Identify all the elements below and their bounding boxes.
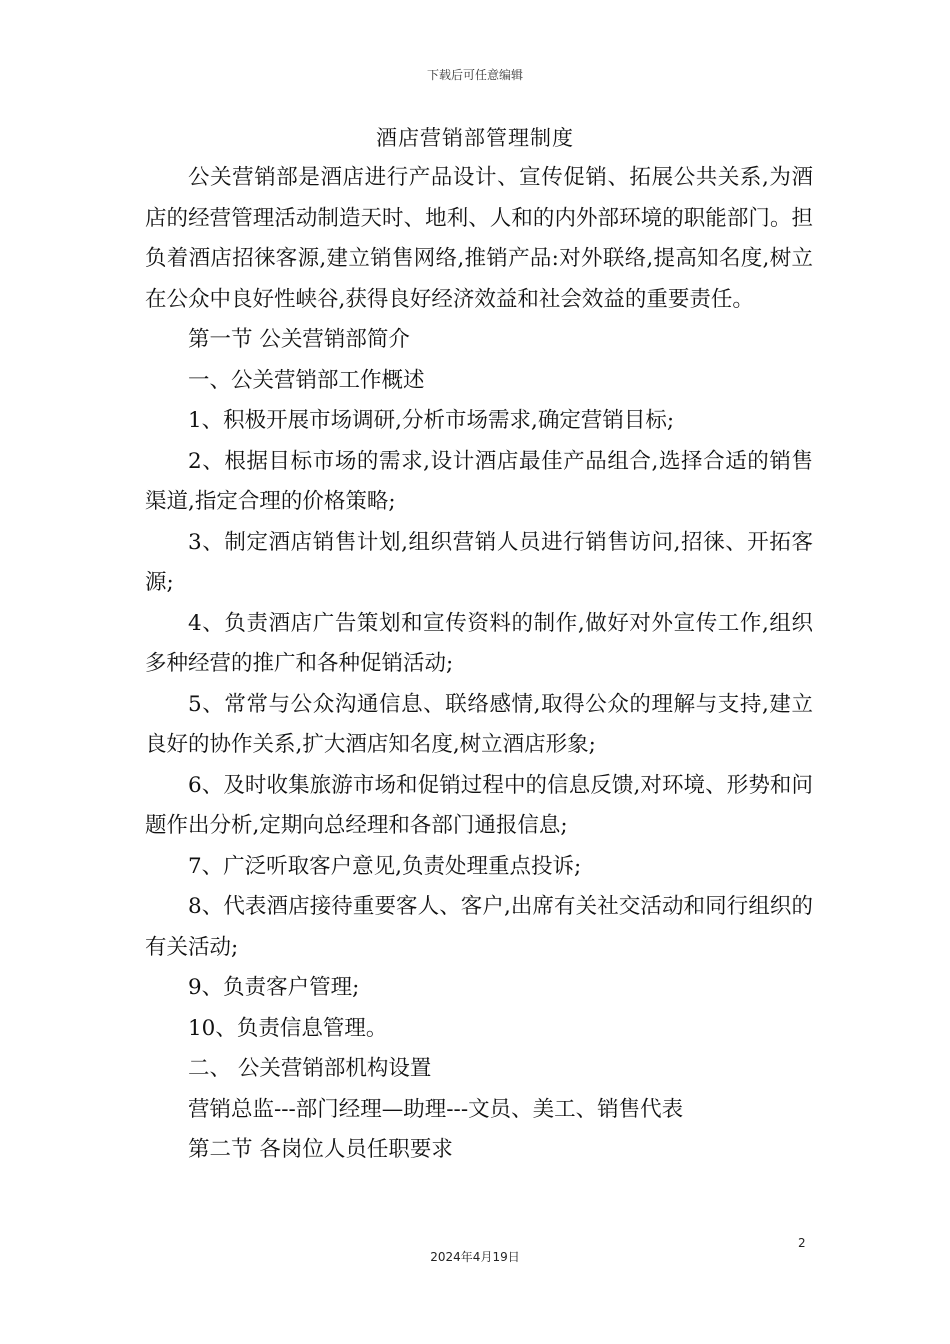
list-item-6: 6、及时收集旅游市场和促销过程中的信息反馈,对环境、形势和问题作出分析,定期向总经理和各部门通报信息; (145, 772, 813, 838)
intro-paragraph: 公关营销部是酒店进行产品设计、宣传促销、拓展公共关系,为酒店的经营管理活动制造天时、地利、人和的内外部环境的职能部门。担负着酒店招徕客源,建立销售网络,推销产品:对外联络,提高知名度,树立在公众中良好性峡谷,获得良好经济效益和社会效益的重要责任。 (145, 165, 813, 312)
list-item-4: 4、负责酒店广告策划和宣传资料的制作,做好对外宣传工作,组织多种经营的推广和各种促销活动; (145, 610, 813, 676)
list-item-2: 2、根据目标市场的需求,设计酒店最佳产品组合,选择合适的销售渠道,指定合理的价格策略; (145, 448, 813, 514)
subsection-heading-1: 一、公关营销部工作概述 (188, 367, 425, 393)
list-item-3: 3、制定酒店销售计划,组织营销人员进行销售访问,招徕、开拓客源; (145, 529, 813, 595)
list-item-1: 1、积极开展市场调研,分析市场需求,确定营销目标; (188, 408, 675, 433)
header-note: 下载后可任意编辑 (426, 68, 523, 82)
list-item-9: 9、负责客户管理; (188, 975, 360, 1000)
document-body (145, 158, 813, 1171)
footer-date: 2024年4月19日 (430, 1250, 520, 1264)
page-number: 2 (798, 1236, 806, 1250)
section-heading-1: 第一节 公关营销部简介 (188, 327, 410, 352)
section-heading-2: 第二节 各岗位人员任职要求 (188, 1137, 453, 1162)
list-item-10: 10、负责信息管理。 (188, 1015, 388, 1041)
document-title: 酒店营销部管理制度 (376, 126, 574, 150)
subsection-heading-2: 二、 公关营销部机构设置 (188, 1056, 432, 1081)
list-item-7: 7、广泛听取客户意见,负责处理重点投诉; (188, 853, 582, 879)
org-structure-line: 营销总监---部门经理—助理---文员、美工、销售代表 (188, 1096, 684, 1122)
list-item-5: 5、常常与公众沟通信息、联络感情,取得公众的理解与支持,建立良好的协作关系,扩大酒店知名度,树立酒店形象; (145, 691, 813, 757)
list-item-8: 8、代表酒店接待重要客人、客户,出席有关社交活动和同行组织的有关活动; (145, 894, 813, 960)
